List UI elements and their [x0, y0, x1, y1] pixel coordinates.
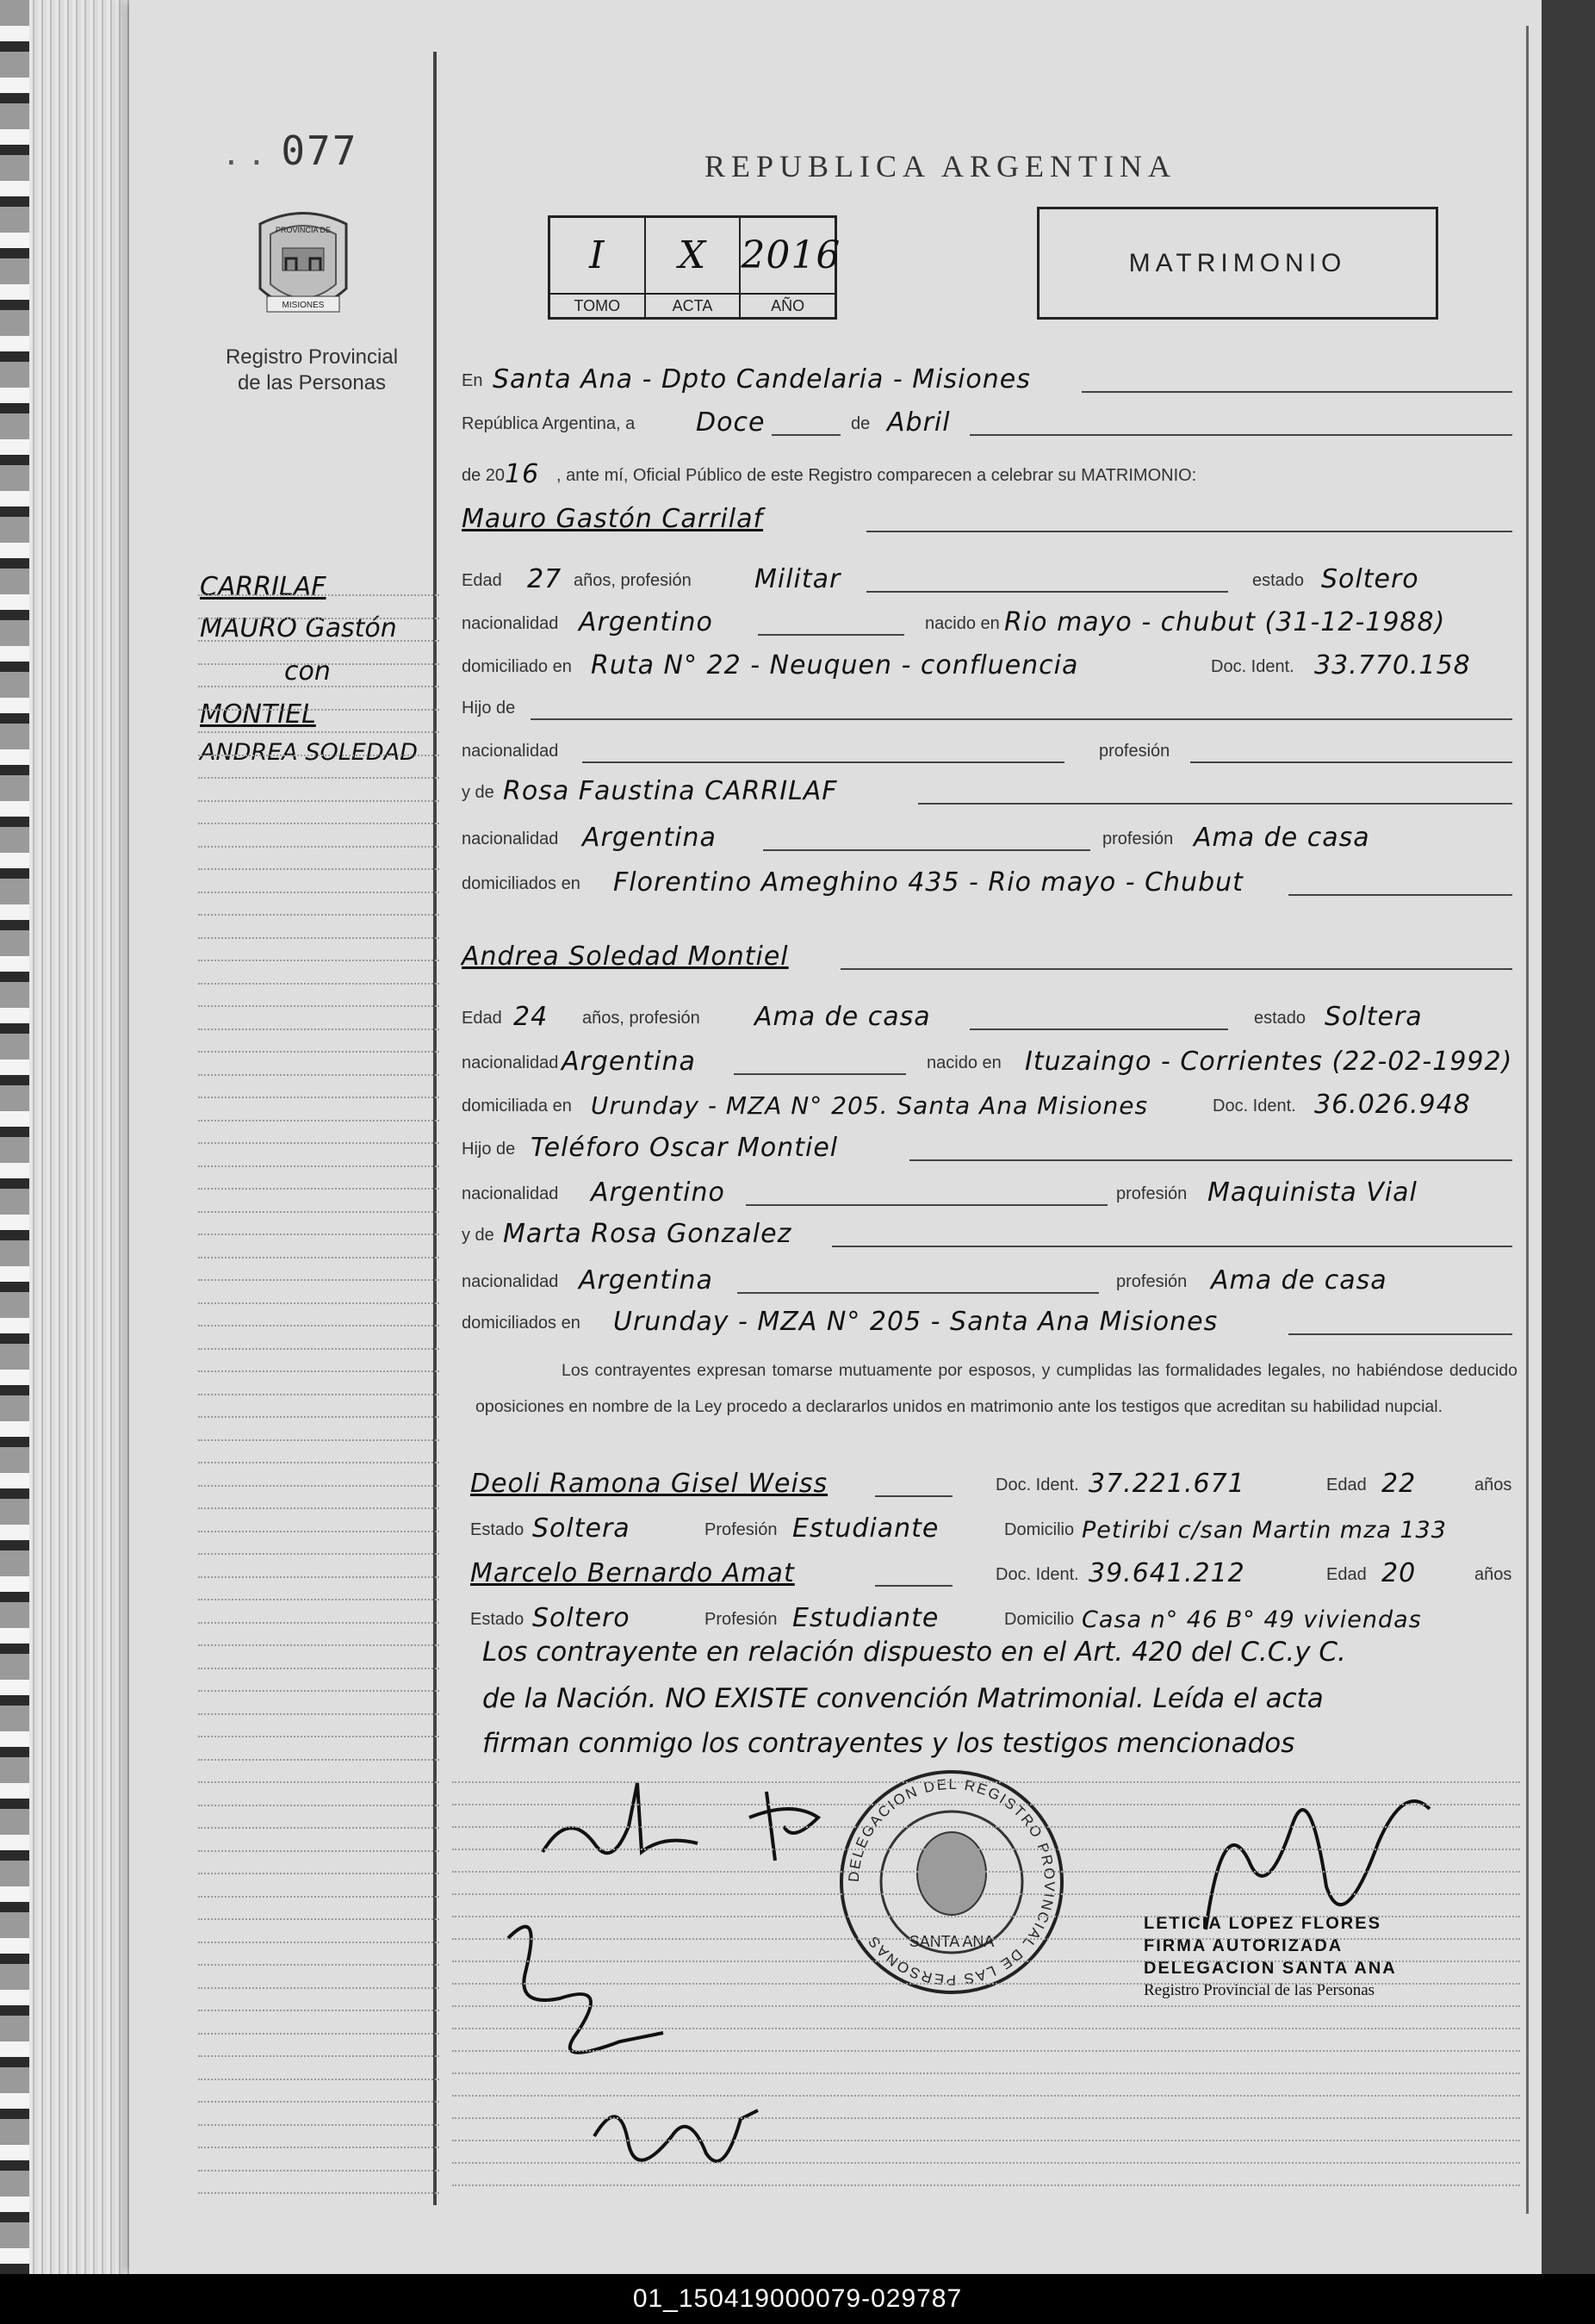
- margin-rule: [198, 1120, 439, 1122]
- spiral-binding: [0, 0, 29, 2274]
- margin-rule: [198, 1987, 439, 1989]
- content-rule: [452, 2050, 1520, 2052]
- anio-cell: [741, 218, 841, 317]
- witness2-age: 20: [1381, 1558, 1417, 1588]
- witness2-profession: Estudiante: [792, 1603, 940, 1633]
- profesion-label: Profesión: [704, 1520, 778, 1539]
- tomo-cell: [550, 218, 646, 317]
- margin-rule: [198, 640, 439, 642]
- content-rule: [452, 1916, 1520, 1917]
- witness1-address: Petiribi c/san Martin mza 133: [1082, 1517, 1447, 1544]
- content-rule: [452, 2162, 1520, 2164]
- yde-label: y de: [462, 1226, 494, 1245]
- margin-rule: [198, 1302, 439, 1304]
- intro-date-row: [462, 405, 1521, 439]
- groom-nationality-row: [462, 605, 1521, 639]
- content-rule: [452, 1781, 1520, 1783]
- content-rule: [452, 1960, 1520, 1962]
- closing-note-line1: Los contrayente en relación dispuesto en el Art. 420 del C.C.y C.: [482, 1637, 1346, 1668]
- intro-statement: , ante mí, Oficial Público de este Registro comparecen a celebrar su MATRIMONIO:: [556, 466, 1197, 485]
- sequence-number: . . 077: [226, 127, 358, 174]
- margin-rule: [198, 2192, 439, 2194]
- witness2-signature-icon: [586, 2085, 775, 2188]
- crest-text-bottom: MISIONES: [282, 301, 325, 310]
- witness1-doc-number: 37.221.671: [1089, 1469, 1245, 1499]
- witness2-civil-status: Soltero: [532, 1603, 630, 1633]
- witness1-name: Deoli Ramona Gisel Weiss: [470, 1469, 829, 1499]
- groom-address-row: [462, 648, 1521, 682]
- groom-age: 27: [527, 564, 562, 594]
- domicilio-label: Domicilio: [1004, 1610, 1075, 1629]
- profesion-label: profesión: [1116, 1184, 1188, 1203]
- content-rule: [452, 1871, 1520, 1873]
- margin-rule: [198, 2147, 439, 2148]
- legal-declaration: [475, 1352, 1517, 1425]
- tomo-value: I: [589, 233, 605, 277]
- margin-rule: [198, 755, 439, 756]
- nacionalidad-label: nacionalidad: [462, 830, 559, 848]
- margin-rule: [198, 1439, 439, 1441]
- margin-rule: [198, 1394, 439, 1395]
- page-edges: [29, 0, 133, 2291]
- month-value: Abril: [887, 407, 951, 438]
- groom-mother-nat-row: [462, 820, 1521, 854]
- seal-ring-text: DELEGACION DEL REGISTRO PROVINCIAL DE LAS PERSONAS: [845, 1775, 1058, 1989]
- estado-label: Estado: [470, 1610, 524, 1629]
- margin-rule: [198, 846, 439, 848]
- anio-value: 2016: [741, 233, 841, 277]
- margin-rule: [198, 2010, 439, 2011]
- margin-note-line2: MAURO Gastón: [200, 613, 397, 643]
- bride-doc-number: 36.026.948: [1314, 1090, 1471, 1120]
- margin-rule: [198, 1690, 439, 1692]
- nacionalidad-label: nacionalidad: [462, 1272, 559, 1291]
- witness2-detail-row: [462, 1600, 1521, 1635]
- witness1-age: 22: [1381, 1469, 1417, 1499]
- groom-age-row: [462, 562, 1521, 596]
- margin-rule: [198, 618, 439, 619]
- official-line2: FIRMA AUTORIZADA: [1144, 1936, 1344, 1955]
- margin-rule: [198, 1964, 439, 1966]
- bride-father-nat-row: [462, 1175, 1521, 1209]
- place-value: Santa Ana - Dpto Candelaria - Misiones: [493, 364, 1031, 395]
- year-prefix: de 20: [462, 466, 506, 485]
- profesion-label: profesión: [1099, 742, 1170, 761]
- bride-father-profession: Maquinista Vial: [1207, 1178, 1418, 1208]
- intro-place-row: [462, 362, 1521, 396]
- margin-rule: [198, 2101, 439, 2103]
- closing-note-line2: de la Nación. NO EXISTE convención Matrimonial. Leída el acta: [482, 1683, 1324, 1714]
- document-id-footer: 01_150419000079-029787: [0, 2274, 1595, 2324]
- margin-note-line5: ANDREA SOLEDAD: [200, 739, 418, 766]
- groom-parents-address-row: [462, 865, 1521, 899]
- edad-label: Edad: [1326, 1565, 1367, 1584]
- margin-rule: [198, 1325, 439, 1327]
- hijo-label: Hijo de: [462, 1140, 516, 1159]
- margin-rule: [198, 1416, 439, 1418]
- official-line3: DELEGACION SANTA ANA: [1144, 1959, 1397, 1978]
- nacionalidad-label: nacionalidad: [462, 1184, 559, 1203]
- intro-year-row: [462, 457, 1521, 491]
- registry-label-line1: Registro Provincial: [225, 345, 399, 369]
- margin-rule: [198, 1553, 439, 1555]
- witness1-row: [462, 1466, 1521, 1501]
- right-border: [1526, 26, 1529, 2214]
- margin-rule: [198, 2170, 439, 2172]
- margin-note-line1: CARRILAF: [200, 572, 326, 602]
- margin-rule: [198, 1370, 439, 1372]
- content-rule: [452, 1826, 1520, 1828]
- content-rule: [452, 2117, 1520, 2119]
- margin-rule: [198, 1279, 439, 1281]
- nacido-label: nacido en: [927, 1053, 1002, 1072]
- domicilio-label: Domicilio: [1004, 1520, 1075, 1539]
- content-rule: [452, 2095, 1520, 2097]
- doc-label: Doc. Ident.: [996, 1565, 1079, 1584]
- act-type-box: MATRIMONIO: [1037, 207, 1438, 320]
- bride-name: Andrea Soledad Montiel: [462, 941, 789, 972]
- witness1-civil-status: Soltera: [532, 1513, 630, 1544]
- margin-note-line3: con: [284, 656, 331, 687]
- content-rule: [452, 2005, 1520, 2007]
- content-rule: [452, 1983, 1520, 1985]
- margin-rule: [198, 594, 439, 596]
- margin-rule: [198, 960, 439, 961]
- margin-rule: [198, 2079, 439, 2080]
- registry-label-line2: de las Personas: [237, 371, 387, 395]
- groom-address: Ruta N° 22 - Neuquen - confluencia: [591, 650, 1079, 680]
- year-suffix: 16: [505, 459, 540, 489]
- bride-address: Urunday - MZA N° 205. Santa Ana Misiones: [591, 1091, 1149, 1120]
- nacido-label: nacido en: [925, 614, 1000, 633]
- margin-rule: [198, 1599, 439, 1600]
- margin-rule: [198, 1142, 439, 1144]
- witness2-address: Casa n° 46 B° 49 viviendas: [1082, 1606, 1422, 1633]
- margin-rule: [198, 892, 439, 893]
- seal-center-text: SANTA ANA: [909, 1933, 995, 1950]
- margin-rule: [198, 1896, 439, 1898]
- groom-father-row: [462, 689, 1521, 724]
- hijo-label: Hijo de: [462, 699, 516, 718]
- margin-rule: [198, 868, 439, 870]
- province-crest-icon: [251, 207, 355, 327]
- bride-name-row: [462, 939, 1521, 973]
- doc-label: Doc. Ident.: [1213, 1097, 1296, 1115]
- bride-father-row: [462, 1130, 1521, 1165]
- groom-name-row: [462, 501, 1521, 536]
- content-rule: [452, 1893, 1520, 1895]
- margin-rule: [198, 1644, 439, 1646]
- yde-label: y de: [462, 783, 494, 802]
- bride-mother-name: Marta Rosa Gonzalez: [503, 1219, 792, 1249]
- bride-birthplace: Ituzaingo - Corrientes (22-02-1992): [1025, 1047, 1513, 1077]
- content-rule: [452, 2140, 1520, 2141]
- groom-parents-address: Florentino Ameghino 435 - Rio mayo - Chubut: [613, 867, 1244, 898]
- groom-mother-nationality: Argentina: [582, 823, 717, 853]
- content-rule: [452, 1804, 1520, 1805]
- domicilio-label: domiciliado en: [462, 657, 572, 676]
- margin-rule: [198, 1051, 439, 1053]
- legal-text: Los contrayentes expresan tomarse mutuamente por esposos, y cumplidas las formalidades legales, no habiéndose deducido oposiciones en nombre de la Ley procedo a declararlos unidos en matrimonio ante los testigos que acreditan su habilidad nupcial.: [475, 1361, 1517, 1416]
- margin-rule: [198, 1918, 439, 1920]
- margin-rule: [198, 1211, 439, 1213]
- margin-rule: [198, 983, 439, 985]
- margin-rule: [198, 2055, 439, 2057]
- bride-parents-address: Urunday - MZA N° 205 - Santa Ana Misiones: [613, 1307, 1219, 1337]
- bride-signature-icon: [741, 1774, 844, 1869]
- bride-age-row: [462, 999, 1521, 1034]
- day-value: Doce: [696, 407, 766, 438]
- witness2-name: Marcelo Bernardo Amat: [470, 1558, 795, 1588]
- bride-age: 24: [513, 1002, 549, 1032]
- margin-rule: [198, 1028, 439, 1030]
- registry-label: [200, 345, 424, 396]
- background-edge: [1542, 0, 1595, 2274]
- content-rule: [452, 1938, 1520, 1940]
- margin-rule: [198, 914, 439, 916]
- margin-rule: [198, 1850, 439, 1852]
- act-number-box: [548, 215, 841, 320]
- de-label: de: [851, 414, 871, 433]
- witness1-detail-row: [462, 1511, 1521, 1545]
- margin-rule: [198, 777, 439, 779]
- margin-rule: [198, 1713, 439, 1715]
- anios-label: años: [1474, 1565, 1512, 1584]
- margin-rule: [198, 1736, 439, 1737]
- margin-rule: [198, 1005, 439, 1007]
- margin-rule: [198, 1942, 439, 1943]
- edad-label: Edad: [462, 1009, 502, 1028]
- margin-rule: [198, 686, 439, 687]
- groom-civil-status: Soltero: [1321, 564, 1419, 594]
- closing-note-line3: firman conmigo los contrayentes y los testigos mencionados: [482, 1728, 1295, 1759]
- acta-value: X: [678, 233, 707, 277]
- en-label: En: [462, 371, 483, 390]
- bride-mother-nationality: Argentina: [579, 1265, 713, 1296]
- bride-nationality-row: [462, 1044, 1521, 1078]
- doc-label: Doc. Ident.: [996, 1476, 1079, 1494]
- anios-label: años: [1474, 1476, 1512, 1494]
- margin-rule: [198, 663, 439, 665]
- groom-mother-profession: Ama de casa: [1194, 823, 1370, 853]
- groom-mother-row: [462, 774, 1521, 808]
- official-stamp: [1144, 1912, 1397, 2002]
- margin-rule: [198, 1462, 439, 1463]
- profesion-label: profesión: [1102, 830, 1174, 848]
- anios-label: años, profesión: [582, 1009, 700, 1028]
- margin-rule: [198, 1097, 439, 1098]
- margin-rule: [198, 800, 439, 802]
- groom-mother-name: Rosa Faustina CARRILAF: [503, 776, 838, 806]
- margin-rule: [198, 2033, 439, 2035]
- bride-address-row: [462, 1087, 1521, 1122]
- estado-label: estado: [1252, 571, 1305, 590]
- republica-label: República Argentina, a: [462, 414, 636, 433]
- groom-doc-number: 33.770.158: [1314, 650, 1471, 680]
- crest-text-top: PROVINCIA DE: [275, 226, 332, 234]
- margin-rule: [198, 1759, 439, 1761]
- edad-label: Edad: [462, 571, 502, 590]
- content-rule: [452, 2072, 1520, 2074]
- registry-seal-icon: [835, 1766, 1068, 1998]
- domicilio-label: domiciliada en: [462, 1097, 572, 1115]
- groom-birthplace: Rio mayo - chubut (31-12-1988): [1004, 607, 1446, 637]
- witness2-row: [462, 1556, 1521, 1590]
- margin-rule: [198, 1257, 439, 1258]
- acta-cell: [646, 218, 742, 317]
- bride-profession: Ama de casa: [754, 1002, 931, 1032]
- bride-mother-profession: Ama de casa: [1211, 1265, 1387, 1296]
- bride-mother-row: [462, 1216, 1521, 1251]
- bride-mother-nat-row: [462, 1263, 1521, 1297]
- margin-rule: [198, 1827, 439, 1829]
- margin-rule: [198, 1781, 439, 1783]
- content-rule: [452, 1849, 1520, 1850]
- margin-rule: [198, 823, 439, 824]
- margin-rule: [198, 1233, 439, 1235]
- margin-rule: [198, 1188, 439, 1190]
- margin-rule: [198, 1348, 439, 1350]
- content-rule: [452, 2028, 1520, 2029]
- bride-civil-status: Soltera: [1325, 1002, 1423, 1032]
- margin-rule: [198, 1165, 439, 1167]
- estado-label: Estado: [470, 1520, 524, 1539]
- anios-label: años, profesión: [574, 571, 692, 590]
- doc-label: Doc. Ident.: [1211, 657, 1294, 676]
- margin-rule: [198, 1074, 439, 1076]
- margin-rule: [198, 1622, 439, 1624]
- groom-father-nat-row: [462, 732, 1521, 767]
- tomo-label: TOMO: [550, 293, 644, 317]
- anio-label: AÑO: [741, 293, 835, 317]
- margin-rule: [198, 1485, 439, 1487]
- official-line4: Registro Provincial de las Personas: [1144, 1981, 1375, 1999]
- margin-rule: [198, 709, 439, 711]
- official-name: LETICIA LOPEZ FLORES: [1144, 1914, 1381, 1933]
- domiciliados-label: domiciliados en: [462, 874, 580, 893]
- witness2-doc-number: 39.641.212: [1089, 1558, 1245, 1588]
- profesion-label: Profesión: [704, 1610, 778, 1629]
- country-title: REPUBLICA ARGENTINA: [704, 149, 1177, 183]
- estado-label: estado: [1254, 1009, 1306, 1028]
- margin-rule: [198, 2124, 439, 2126]
- margin-rule: [198, 1873, 439, 1874]
- groom-nationality: Argentino: [579, 607, 713, 637]
- margin-rule: [198, 731, 439, 733]
- nacionalidad-label: nacionalidad: [462, 1053, 559, 1072]
- nacionalidad-label: nacionalidad: [462, 742, 559, 761]
- bride-nationality: Argentina: [562, 1047, 696, 1077]
- bride-father-nationality: Argentino: [591, 1178, 725, 1208]
- domiciliados-label: domiciliados en: [462, 1314, 580, 1333]
- margin-note-line4: MONTIEL: [200, 699, 316, 730]
- margin-rule: [198, 1531, 439, 1532]
- nacionalidad-label: nacionalidad: [462, 614, 559, 633]
- profesion-label: profesión: [1116, 1272, 1188, 1291]
- bride-father-name: Teléforo Oscar Montiel: [531, 1133, 839, 1163]
- acta-label: ACTA: [646, 293, 740, 317]
- edad-label: Edad: [1326, 1476, 1367, 1494]
- margin-rule: [198, 1668, 439, 1669]
- margin-rule: [198, 1507, 439, 1509]
- margin-rule: [198, 1576, 439, 1578]
- bride-parents-address-row: [462, 1304, 1521, 1339]
- margin-divider: [433, 52, 437, 2205]
- content-rule: [452, 2184, 1520, 2186]
- groom-profession: Militar: [754, 564, 841, 594]
- witness1-profession: Estudiante: [792, 1513, 940, 1544]
- margin-rule: [198, 937, 439, 939]
- groom-name: Mauro Gastón Carrilaf: [462, 504, 764, 534]
- margin-rule: [198, 1805, 439, 1806]
